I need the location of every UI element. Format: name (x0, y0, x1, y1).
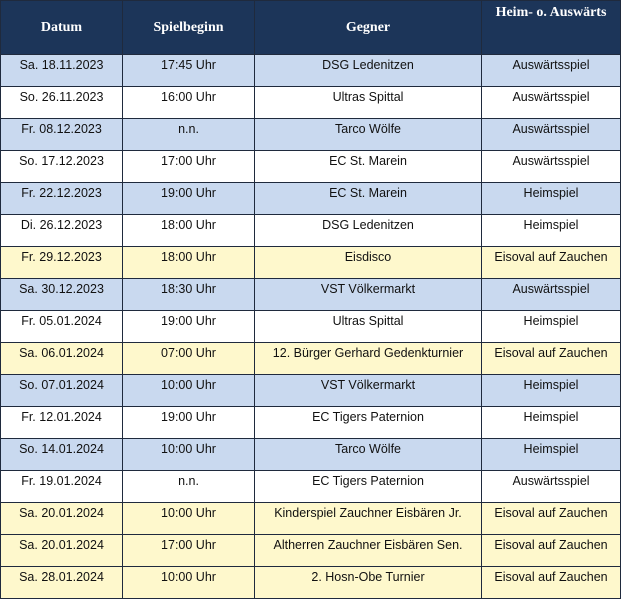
cell-opponent: Tarco Wölfe (255, 119, 482, 151)
table-row (1, 343, 621, 375)
cell-venue: Auswärtsspiel (482, 55, 621, 87)
cell-venue: Heimspiel (482, 375, 621, 407)
cell-start: 10:00 Uhr (123, 503, 255, 535)
cell-venue: Eisoval auf Zauchen (482, 247, 621, 279)
table-body (1, 55, 621, 599)
table-row (1, 151, 621, 183)
cell-start: 19:00 Uhr (123, 183, 255, 215)
cell-venue: Auswärtsspiel (482, 87, 621, 119)
table-row (1, 215, 621, 247)
cell-opponent: EC St. Marein (255, 151, 482, 183)
cell-venue: Heimspiel (482, 215, 621, 247)
cell-start: 07:00 Uhr (123, 343, 255, 375)
cell-venue: Heimspiel (482, 439, 621, 471)
table-row (1, 183, 621, 215)
cell-start: 17:45 Uhr (123, 55, 255, 87)
table-row (1, 375, 621, 407)
cell-date: Sa. 06.01.2024 (1, 343, 123, 375)
table-row (1, 503, 621, 535)
cell-venue: Eisoval auf Zauchen (482, 535, 621, 567)
cell-date: Fr. 08.12.2023 (1, 119, 123, 151)
cell-opponent: EC Tigers Paternion (255, 407, 482, 439)
cell-date: So. 26.11.2023 (1, 87, 123, 119)
cell-opponent: Altherren Zauchner Eisbären Sen. (255, 535, 482, 567)
cell-opponent: DSG Ledenitzen (255, 55, 482, 87)
cell-venue: Auswärtsspiel (482, 471, 621, 503)
cell-start: 10:00 Uhr (123, 567, 255, 599)
cell-date: So. 17.12.2023 (1, 151, 123, 183)
cell-venue: Heimspiel (482, 407, 621, 439)
table-header (1, 1, 621, 55)
table-row (1, 119, 621, 151)
header-date: Datum (1, 1, 123, 55)
cell-opponent: 2. Hosn-Obe Turnier (255, 567, 482, 599)
cell-date: So. 14.01.2024 (1, 439, 123, 471)
cell-venue: Eisoval auf Zauchen (482, 503, 621, 535)
header-start: Spielbeginn (123, 1, 255, 55)
table-row (1, 87, 621, 119)
cell-venue: Heimspiel (482, 311, 621, 343)
cell-date: Sa. 28.01.2024 (1, 567, 123, 599)
cell-date: Fr. 29.12.2023 (1, 247, 123, 279)
table-row (1, 407, 621, 439)
cell-opponent: Eisdisco (255, 247, 482, 279)
cell-venue: Heimspiel (482, 183, 621, 215)
cell-start: 10:00 Uhr (123, 375, 255, 407)
cell-opponent: EC Tigers Paternion (255, 471, 482, 503)
cell-opponent: Ultras Spittal (255, 87, 482, 119)
cell-opponent: DSG Ledenitzen (255, 215, 482, 247)
cell-start: n.n. (123, 119, 255, 151)
cell-start: n.n. (123, 471, 255, 503)
table-row (1, 247, 621, 279)
table-row (1, 311, 621, 343)
cell-start: 18:00 Uhr (123, 215, 255, 247)
cell-date: Fr. 05.01.2024 (1, 311, 123, 343)
table-row (1, 55, 621, 87)
table-row (1, 279, 621, 311)
cell-date: So. 07.01.2024 (1, 375, 123, 407)
cell-opponent: 12. Bürger Gerhard Gedenkturnier (255, 343, 482, 375)
table-row (1, 439, 621, 471)
cell-date: Fr. 19.01.2024 (1, 471, 123, 503)
cell-start: 16:00 Uhr (123, 87, 255, 119)
cell-venue: Auswärtsspiel (482, 151, 621, 183)
cell-date: Sa. 20.01.2024 (1, 535, 123, 567)
cell-venue: Eisoval auf Zauchen (482, 567, 621, 599)
header-venue: Heim- o. Auswärts (482, 1, 621, 55)
cell-date: Fr. 22.12.2023 (1, 183, 123, 215)
cell-date: Di. 26.12.2023 (1, 215, 123, 247)
cell-venue: Auswärtsspiel (482, 279, 621, 311)
cell-opponent: EC St. Marein (255, 183, 482, 215)
cell-opponent: Kinderspiel Zauchner Eisbären Jr. (255, 503, 482, 535)
cell-start: 10:00 Uhr (123, 439, 255, 471)
cell-opponent: Ultras Spittal (255, 311, 482, 343)
header-row (1, 1, 621, 55)
cell-start: 18:30 Uhr (123, 279, 255, 311)
cell-date: Fr. 12.01.2024 (1, 407, 123, 439)
cell-opponent: VST Völkermarkt (255, 279, 482, 311)
cell-start: 17:00 Uhr (123, 151, 255, 183)
cell-start: 18:00 Uhr (123, 247, 255, 279)
cell-date: Sa. 18.11.2023 (1, 55, 123, 87)
cell-start: 19:00 Uhr (123, 407, 255, 439)
cell-opponent: Tarco Wölfe (255, 439, 482, 471)
cell-start: 17:00 Uhr (123, 535, 255, 567)
cell-opponent: VST Völkermarkt (255, 375, 482, 407)
table-row (1, 535, 621, 567)
cell-date: Sa. 20.01.2024 (1, 503, 123, 535)
table-row (1, 567, 621, 599)
cell-venue: Auswärtsspiel (482, 119, 621, 151)
table-row (1, 471, 621, 503)
cell-date: Sa. 30.12.2023 (1, 279, 123, 311)
cell-start: 19:00 Uhr (123, 311, 255, 343)
cell-venue: Eisoval auf Zauchen (482, 343, 621, 375)
header-opponent: Gegner (255, 1, 482, 55)
